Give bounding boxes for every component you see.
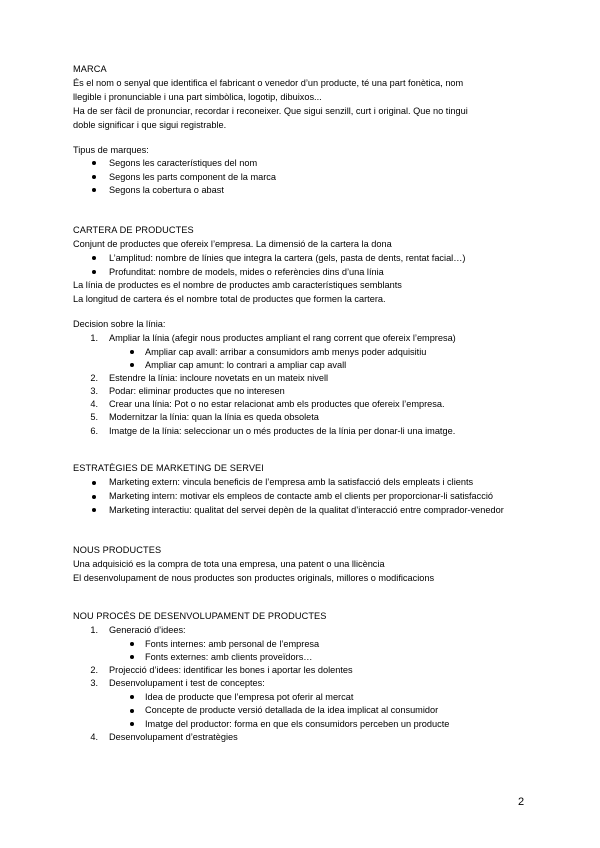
decision-item-6: Imatge de la línia: seleccionar un o més productes de la línia per donar-li una imatge. [109,426,456,436]
list-number: 3. [90,678,98,688]
decision-item-4: Crear una línia: Pot o no estar relacionat amb els productes que ofereix l’empresa. [109,399,445,409]
cartera-after-2: La longitud de cartera és el nombre total de productes que formen la cartera. [73,294,386,304]
bullet-icon [130,363,134,367]
ampliar-sub-2: Ampliar cap amunt: lo contrari a ampliar cap avall [145,360,347,370]
list-number: 2. [90,665,98,675]
estrategia-item-2: Marketing intern: motivar els empleos de contacte amb el clients per proporcionar-li satisfacció [109,491,494,501]
bullet-icon [92,161,96,165]
list-number: 5. [90,412,98,422]
heading-cartera: CARTERA DE PRODUCTES [73,225,194,235]
test-sub-2: Concepte de producte versió detallada de la idea implicat al consumidor [145,705,439,715]
proces-step-4: Desenvolupament d’estratègies [109,732,238,742]
marca-line-1: És el nom o senyal que identifica el fabricant o venedor d’un producte, té una part fonètica, nom [73,78,464,88]
bullet-icon [130,350,134,354]
bullet-icon [130,642,134,646]
bullet-icon [92,256,96,260]
list-number: 4. [90,732,98,742]
bullet-icon [92,175,96,179]
bullet-icon [92,508,96,512]
marca-line-3: Ha de ser fàcil de pronunciar, recordar i reconeixer. Que sigui senzill, curt i original. Que no tingui [73,106,468,116]
proces-step-1: Generació d’idees: [109,625,186,635]
bullet-icon [92,270,96,274]
decision-item-5: Modernitzar la línia: quan la línia es queda obsoleta [109,412,319,422]
proces-step-3: Desenvolupament i test de conceptes: [109,678,265,688]
heading-nous-productes: NOUS PRODUCTES [73,545,162,555]
generacio-sub-1: Fonts internes: amb personal de l’empresa [145,639,320,649]
bullet-icon [130,722,134,726]
decision-item-2: Estendre la línia: incloure novetats en un mateix nivell [109,373,329,383]
proces-step-2: Projecció d’idees: identificar les bones i aportar les dolentes [109,665,353,675]
cartera-bullet-2: Profunditat: nombre de models, mides o referències dins d’una línia [109,267,384,277]
marca-line-4: doble significar i que sigui registrable. [73,120,227,130]
bullet-icon [92,495,96,499]
heading-marca: MARCA [73,64,107,74]
heading-proces: NOU PROCÉS DE DESENVOLUPAMENT DE PRODUCTES [73,611,327,621]
generacio-sub-2: Fonts externes: amb clients proveïdors… [145,652,313,662]
bullet-icon [130,695,134,699]
bullet-icon [130,655,134,659]
list-number: 1. [90,625,98,635]
cartera-intro: Conjunt de productes que ofereix l’empresa. La dimensió de la cartera la dona [73,239,392,249]
bullet-icon [92,188,96,192]
test-sub-1: Idea de producte que l’empresa pot oferir al mercat [145,692,354,702]
marca-line-2: llegible i pronunciable i una part simbòlica, logotip, dibuixos... [73,92,322,102]
estrategia-item-3: Marketing interactiu: qualitat del servei depèn de la qualitat d’interacció entre comprador-venedor [109,505,504,515]
tipus-label: Tipus de marques: [73,145,149,155]
ampliar-sub-1: Ampliar cap avall: arribar a consumidors amb menys poder adquisitiu [145,347,427,357]
decision-label: Decision sobre la línia: [73,319,166,329]
decision-item-3: Podar: eliminar productes que no interesen [109,386,285,396]
list-number: 1. [90,333,98,343]
list-number: 2. [90,373,98,383]
nous-line-1: Una adquisició es la compra de tota una empresa, una patent o una llicència [73,559,385,569]
tipus-item-3: Segons la cobertura o abast [109,185,224,195]
nous-line-2: El desenvolupament de nous productes son productes originals, millores o modificacions [73,573,435,583]
cartera-bullet-1: L’amplitud: nombre de línies que integra la cartera (gels, pasta de dents, rentat facial…) [109,253,466,263]
page-number: 2 [518,796,525,808]
list-number: 6. [90,426,98,436]
tipus-item-1: Segons les característiques del nom [109,158,258,168]
cartera-after-1: La línia de productes es el nombre de productes amb característiques semblants [73,280,402,290]
heading-estrategies: ESTRATÈGIES DE MARKETING DE SERVEI [73,463,264,473]
test-sub-3: Imatge del productor: forma en que els consumidors perceben un producte [145,719,450,729]
bullet-icon [92,481,96,485]
bullet-icon [130,709,134,713]
list-number: 3. [90,386,98,396]
estrategia-item-1: Marketing extern: vincula beneficis de l’empresa amb la satisfacció dels empleats i clients [109,477,474,487]
decision-item-1: Ampliar la línia (afegir nous productes ampliant el rang corrent que ofereix l’empresa) [109,333,456,343]
list-number: 4. [90,399,98,409]
tipus-item-2: Segons les parts component de la marca [109,172,276,182]
